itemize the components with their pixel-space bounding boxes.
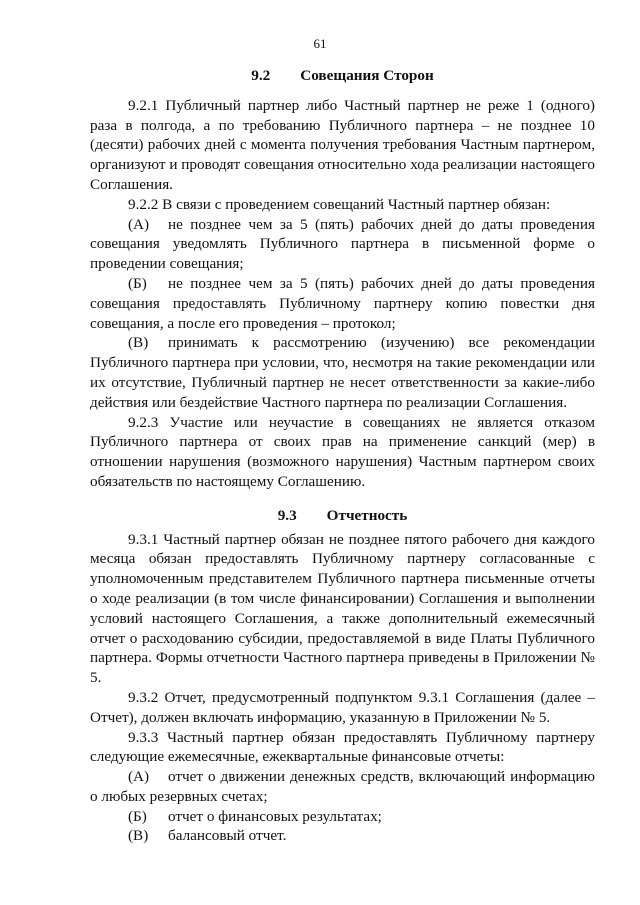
list-item-text: не позднее чем за 5 (пять) рабочих дней до даты проведения совещания уведомлять Публичного партнера в письменной форме о проведении совещания; [90, 215, 595, 273]
paragraph: 9.3.2 Отчет, предусмотренный подпунктом 9.3.1 Соглашения (далее – Отчет), должен включать информацию, указанную в Приложении № 5. [90, 688, 595, 726]
document-body [90, 66, 595, 846]
list-item-text: не позднее чем за 5 (пять) рабочих дней до даты проведения совещания предоставлять Публичному партнеру копию повестки дня совещания, а после его проведения – протокол; [90, 274, 595, 332]
list-item-label: (Б) [128, 807, 147, 825]
list-item [90, 333, 595, 412]
section-title: Совещания Сторон [300, 67, 434, 84]
section-number: 9.2 [251, 67, 271, 84]
paragraph: 9.2.1 Публичный партнер либо Частный партнер не реже 1 (одного) раза в полгода, а по требованию Публичного партнера – не позднее 10 (десяти) рабочих дней с момента получения требования Частным партнером, организуют и проводят совещания относительно хода реализации настоящего Соглашения. [90, 96, 595, 193]
section-number: 9.3 [277, 506, 297, 524]
list-item-label: (Б) [128, 274, 147, 292]
section-title: Отчетность [326, 506, 408, 524]
paragraph: 9.3.3 Частный партнер обязан предоставлять Публичному партнеру следующие ежемесячные, ежеквартальные финансовые отчеты: [90, 728, 595, 766]
section-heading [90, 66, 595, 86]
paragraph: 9.3.1 Частный партнер обязан не позднее пятого рабочего дня каждого месяца обязан предоставлять Публичному партнеру согласованные с уполномоченным представителем Публичного партнера письменные отчеты о ходе реализации (в том числе финансировании) Соглашения и выполнении условий настоящего Соглашения, а также дополнительный ежемесячный отчет о расходованию субсидии, предоставляемой в виде Платы Публичного партнера. Формы отчетности Частного партнера приведены в Приложении № 5. [90, 530, 595, 687]
list-item [90, 274, 595, 333]
list-item [90, 807, 595, 827]
page-number: 61 [313, 36, 327, 51]
list-item-label: (А) [128, 768, 150, 786]
paragraph: 9.2.2 В связи с проведением совещаний Частный партнер обязан: [128, 195, 551, 213]
paragraph: 9.2.3 Участие или неучастие в совещаниях не является отказом Публичного партнера от своих прав на применение санкций (мер) в отношении нарушения (возможного нарушения) Частным партнером своих обязательств по настоящему Соглашению. [90, 413, 595, 490]
list-item-text: балансовый отчет. [168, 827, 287, 845]
list-item-label: (В) [128, 827, 149, 845]
list-item-text: отчет о движении денежных средств, включающий информацию о любых резервных счетах; [90, 768, 595, 805]
section-heading [90, 506, 595, 526]
list-item [90, 215, 595, 274]
list-item-label: (А) [128, 215, 150, 233]
list-item-label: (В) [128, 334, 149, 352]
list-item [90, 826, 595, 846]
list-item-text: отчет о финансовых результатах; [168, 807, 382, 825]
list-item-text: принимать к рассмотрению (изучению) все рекомендации Публичного партнера при условии, что, несмотря на такие рекомендации или их отсутствие, Публичный партнер не несет ответственности за какие-либо действия или бездействие Частного партнера по реализации Соглашения. [90, 334, 595, 411]
list-item [90, 767, 595, 807]
